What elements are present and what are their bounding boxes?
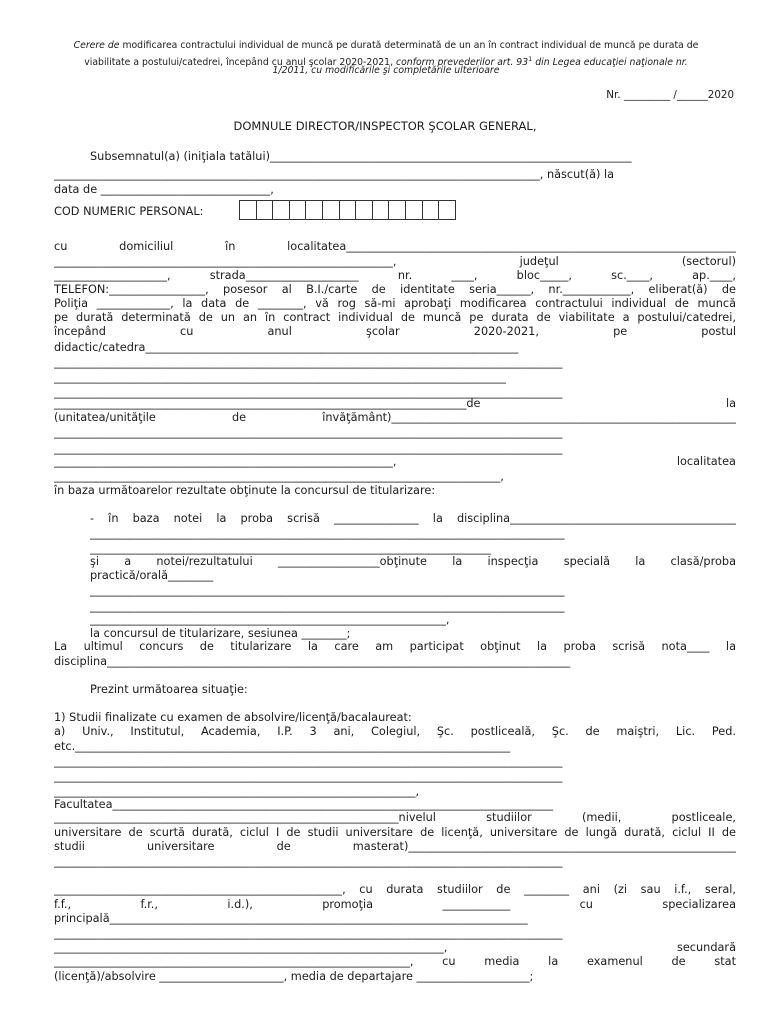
- form-line[interactable]: principală__________________________________________________________________________: [54, 912, 528, 925]
- form-line[interactable]: Subsemnatul(a) (iniţiala tatălui)________________________________________________________________: [90, 150, 632, 163]
- cnp-digit-cell[interactable]: [388, 200, 406, 220]
- cnp-digit-cell[interactable]: [272, 200, 290, 220]
- form-line[interactable]: __________________________________________________________________________________________: [54, 855, 563, 868]
- form-line[interactable]: ____________________________________________________________________________________: [90, 527, 565, 540]
- header-line-3: [40, 65, 732, 78]
- form-line: a) Univ., Institutul, Academia, I.P. 3 ani, Colegiul, Şc. postliceală, Şc. de maiştri, Lic. Ped.: [54, 725, 736, 738]
- document-title: DOMNULE DIRECTOR/INSPECTOR ŞCOLAR GENERAL,: [233, 119, 537, 133]
- cnp-digit-cell[interactable]: [422, 200, 440, 220]
- form-line[interactable]: la concursul de titularizare, sesiunea ________;: [90, 627, 351, 640]
- form-line[interactable]: (unitatea/unităţile de învăţământ)_____________________________________________________________: [54, 411, 736, 424]
- cnp-digit-cell[interactable]: [405, 200, 423, 220]
- form-line[interactable]: ____________________________________________________________, judeţul (sectorul): [54, 255, 736, 268]
- form-line[interactable]: disciplina__________________________________________________________________________________: [54, 655, 571, 668]
- cnp-digit-cell[interactable]: [305, 200, 323, 220]
- form-line[interactable]: __________________________________________________________________________________________: [54, 755, 563, 768]
- form-line[interactable]: ____________________________________________________________________________________: [90, 600, 565, 613]
- form-line: în baza următoarelor rezultate obţinute la concursul de titularizare:: [54, 484, 436, 497]
- form-line: universitare de scurtă durată, ciclul I de studii universitare de licenţă, universitare de lungă durată, ciclul II de: [54, 826, 736, 839]
- form-line[interactable]: __________________________________________________________________________________________: [54, 927, 563, 940]
- form-line[interactable]: _______________________________________________________________________: [90, 542, 492, 555]
- form-line[interactable]: Facultatea______________________________________________________________________________: [54, 798, 554, 811]
- section-heading: Prezint următoarea situaţie:: [90, 683, 248, 696]
- cnp-digit-cell[interactable]: [289, 200, 307, 220]
- form-line[interactable]: ____________________, strada____________________ nr. ____, bloc_____, sc.____, ap.____,: [54, 269, 736, 282]
- form-line[interactable]: ______________________________________________________________________________________, născut(ă) la: [54, 168, 615, 181]
- form-line[interactable]: practică/orală________: [90, 569, 214, 582]
- cnp-digit-cell[interactable]: [256, 200, 274, 220]
- form-line[interactable]: cu domiciliul în localitatea_____________________________________________________________________: [54, 240, 736, 253]
- header-superscript: 1: [528, 54, 533, 63]
- form-line[interactable]: ___________________________________________________, cu durata studiilor de ________ ani (zi sau i.f., seral,: [54, 883, 736, 896]
- form-line[interactable]: ________________________________________________________________,: [54, 785, 420, 798]
- form-line[interactable]: __________________________________________________________________________________________: [54, 442, 563, 455]
- cnp-label: COD NUMERIC PERSONAL:: [54, 205, 204, 218]
- form-line: 1) Studii finalizate cu examen de absolvire/licenţă/bacalaureat:: [54, 711, 412, 724]
- form-line[interactable]: _______________________________________________________________,: [90, 613, 450, 626]
- form-line[interactable]: (licenţă)/absolvire ______________________, media de departajare ____________________;: [54, 970, 534, 983]
- form-line[interactable]: data de ______________________________,: [54, 183, 274, 196]
- cnp-digit-cell[interactable]: [322, 200, 340, 220]
- form-line[interactable]: __________________________________________________________________________________________: [54, 426, 563, 439]
- header-italic-text: Cerere de: [73, 40, 120, 51]
- form-line[interactable]: __________________________________________________________________________________________: [54, 386, 563, 399]
- form-line[interactable]: TELEFON:_________________, posesor al B.I./carte de identitate seria______, nr.____________, eliberat(ă) de: [54, 283, 736, 296]
- header-italic-text: conform prevederilor art. 93: [396, 56, 529, 68]
- registration-number[interactable]: Nr. _________ /______2020: [606, 89, 734, 101]
- form-line[interactable]: _______________________________________________________________________________,: [54, 470, 504, 483]
- form-line[interactable]: studii universitare de masterat)__________________________________________________________: [54, 840, 736, 853]
- form-line[interactable]: _____________________________________________________________________, secundară: [54, 941, 736, 954]
- header-line-1: [40, 40, 732, 53]
- cnp-digit-cell[interactable]: [438, 200, 456, 220]
- form-line[interactable]: _______________________________________________________________, cu media la examenul de stat: [54, 955, 736, 968]
- form-line[interactable]: etc._____________________________________________________________________________: [54, 740, 511, 753]
- cnp-digit-cell[interactable]: [339, 200, 357, 220]
- form-line: începând cu anul şcolar 2020-2021, pe postul: [54, 325, 736, 338]
- form-line[interactable]: _____________________________________________________________nivelul studiilor (medii, postliceale,: [54, 811, 736, 824]
- header-italic-text: 1/2011, cu modificările şi completările ulterioare: [272, 65, 500, 76]
- header-text: modificarea contractului individual de muncă pe durată determinată de un an în contract individual de muncă pe durata de: [119, 40, 699, 51]
- form-line[interactable]: didactic/catedra__________________________________________________________________: [54, 341, 519, 354]
- form-line[interactable]: ____________________________________________________________________________________: [90, 584, 565, 597]
- cnp-digit-cell[interactable]: [355, 200, 373, 220]
- form-line[interactable]: şi a notei/rezultatului __________________obţinute la inspecţia specială la clasă/proba: [90, 555, 736, 568]
- header-text: viabilitate a postului/catedrei, începând cu anul şcolar 2020-2021,: [84, 56, 396, 68]
- form-line[interactable]: __________________________________________________________________________________________: [54, 770, 563, 783]
- form-line[interactable]: - în baza notei la proba scrisă _______________ la disciplina________________________________________: [90, 512, 736, 525]
- form-line[interactable]: f.f., f.r., i.d.), promoţia ____________ cu specializarea: [54, 898, 736, 911]
- form-line: pe durată determinată de un an în contract individual de muncă pe durata de viabilitate a postului/catedrei,: [54, 311, 736, 324]
- form-line[interactable]: __________________________________________________________________________________________: [54, 356, 563, 369]
- form-line[interactable]: Poliţia _____________, la data de ________, vă rog să-mi aprobaţi modificarea contractului individual de muncă: [54, 297, 736, 310]
- cnp-input-grid[interactable]: [240, 200, 456, 220]
- form-line[interactable]: ____________________________________________________________, localitatea: [54, 455, 736, 468]
- cnp-digit-cell[interactable]: [372, 200, 390, 220]
- header-italic-text: din Legea educaţiei naţionale nr.: [532, 56, 688, 68]
- form-line[interactable]: La ultimul concurs de titularizare la care am participat obţinut la proba scrisă nota____ la: [54, 640, 736, 653]
- form-line[interactable]: ________________________________________________________________________________: [54, 371, 506, 384]
- form-line[interactable]: _________________________________________________________________________de la: [54, 397, 736, 410]
- cnp-digit-cell[interactable]: [239, 200, 257, 220]
